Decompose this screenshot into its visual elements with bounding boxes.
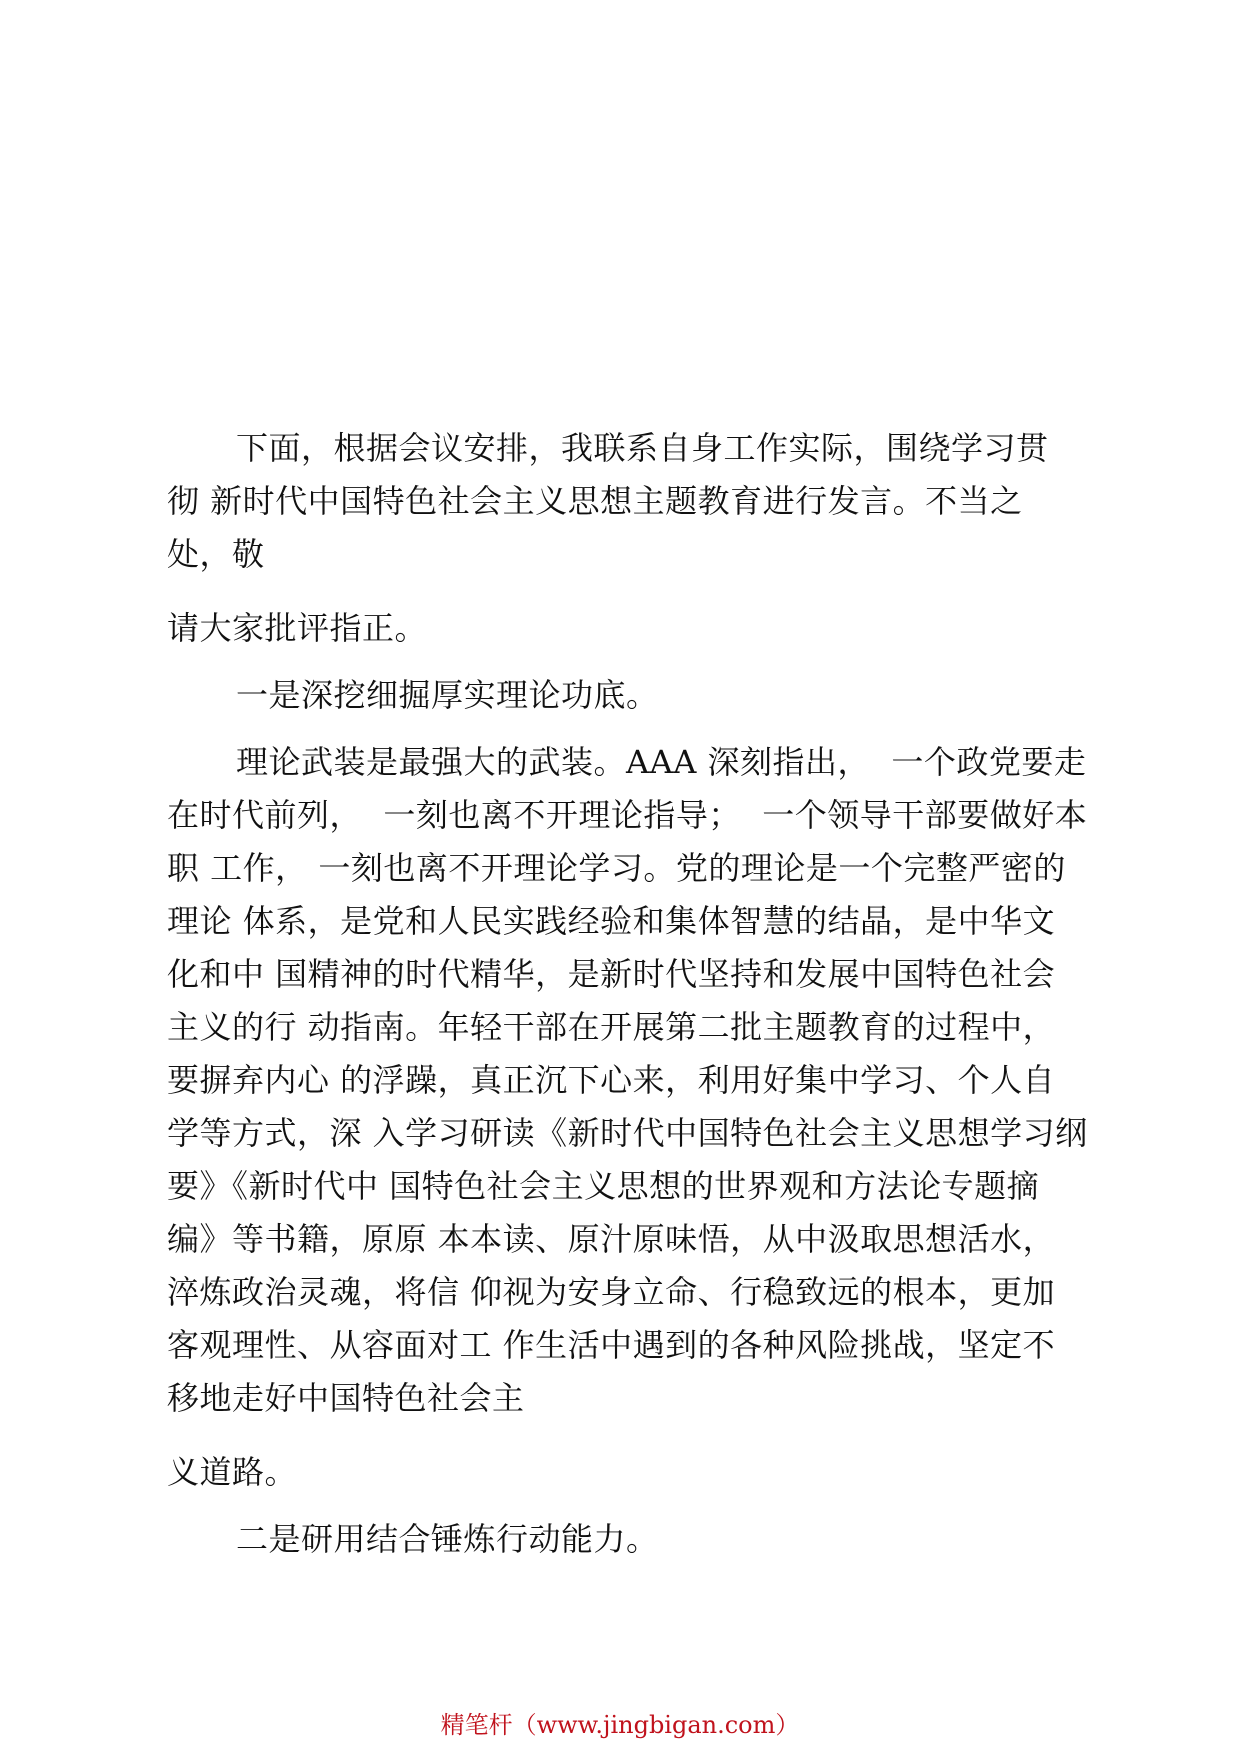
paragraph-line: 要摒弃内心 的浮躁，真正沉下心来，利用好集中学习、个人自: [167, 1061, 1056, 1099]
paragraph-line: 理论 体系，是党和人民实践经验和集体智慧的结晶，是中华文: [167, 902, 1056, 940]
section-heading-2: 二是研用结合锤炼行动能力。: [236, 1520, 659, 1558]
paragraph-line: 请大家批评指正。: [167, 609, 428, 647]
paragraph-line: 化和中 国精神的时代精华，是新时代坚持和发展中国特色社会: [167, 955, 1056, 993]
paragraph-line: 淬炼政治灵魂，将信 仰视为安身立命、行稳致远的根本，更加: [167, 1273, 1056, 1311]
paragraph-line: 客观理性、从容面对工 作生活中遇到的各种风险挑战，坚定不: [167, 1326, 1056, 1364]
paragraph-line: 彻 新时代中国特色社会主义思想主题教育进行发言。不当之: [167, 482, 1023, 520]
section-heading-1: 一是深挖细掘厚实理论功底。: [236, 676, 659, 714]
paragraph-line: 编》等书籍，原原 本本读、原汁原味悟，从中汲取思想活水，: [167, 1220, 1056, 1258]
paragraph-line: 在时代前列， 一刻也离不开理论指导； 一个领导干部要做好本: [167, 796, 1088, 834]
footer-watermark-text: 精笔杆（www.jingbigan.com）: [440, 1711, 800, 1739]
paragraph-line: 学等方式，深 入学习研读《新时代中国特色社会主义思想学习纲: [167, 1114, 1088, 1152]
paragraph-line: 处，敬: [167, 535, 265, 573]
paragraph-line: 理论武装是最强大的武装。AAA 深刻指出， 一个政党要走: [236, 743, 1087, 781]
paragraph-line: 主义的行 动指南。年轻干部在开展第二批主题教育的过程中，: [167, 1008, 1056, 1046]
paragraph-line: 要》《新时代中 国特色社会主义思想的世界观和方法论专题摘: [167, 1167, 1040, 1205]
paragraph-line: 义道路。: [167, 1453, 298, 1491]
paragraph-line: 职 工作， 一刻也离不开理论学习。党的理论是一个完整严密的: [167, 849, 1066, 887]
paragraph-line: 下面，根据会议安排，我联系自身工作实际，围绕学习贯: [236, 429, 1049, 467]
paragraph-line: 移地走好中国特色社会主: [167, 1379, 525, 1417]
